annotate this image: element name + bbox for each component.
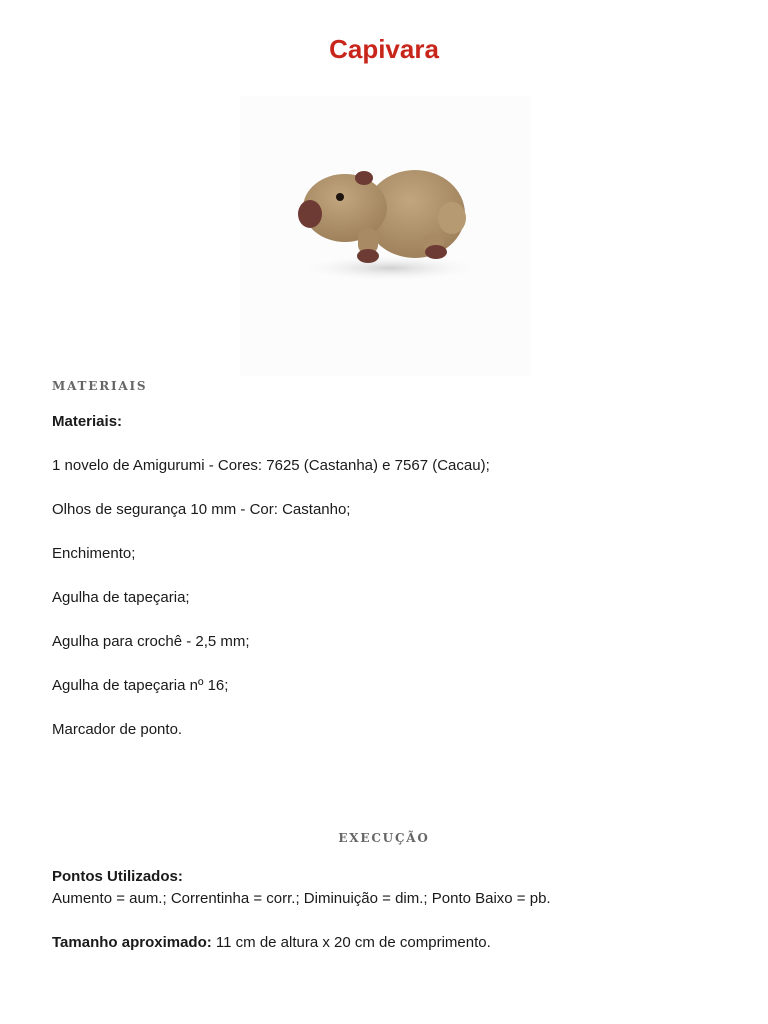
- stitches-text: Aumento = aum.; Correntinha = corr.; Diminuição = dim.; Ponto Baixo = pb.: [52, 890, 551, 907]
- material-item: Agulha de tapeçaria nº 16;: [52, 677, 229, 694]
- materials-section-label: MATERIAIS: [52, 379, 148, 393]
- material-item: Marcador de ponto.: [52, 721, 183, 738]
- material-item: Enchimento;: [52, 545, 136, 562]
- size-label: Tamanho aproximado:: [52, 934, 212, 951]
- execution-section-label: EXECUÇÃO: [338, 831, 430, 845]
- page-title: Capivara: [329, 34, 439, 64]
- capybara-illustration: [240, 96, 530, 376]
- stitches-paragraph: [52, 866, 722, 910]
- material-item: 1 novelo de Amigurumi - Cores: 7625 (Castanha) e 7567 (Cacau);: [52, 457, 490, 474]
- material-item: Olhos de segurança 10 mm - Cor: Castanho;: [52, 501, 351, 518]
- product-image: [240, 96, 530, 376]
- stitches-label: Pontos Utilizados:: [52, 868, 183, 885]
- size-text: 11 cm de altura x 20 cm de comprimento.: [211, 934, 491, 951]
- size-paragraph: [52, 932, 722, 954]
- material-item: Agulha de tapeçaria;: [52, 589, 190, 606]
- material-item: Agulha para crochê - 2,5 mm;: [52, 633, 250, 650]
- materials-heading: Materiais:: [52, 413, 123, 430]
